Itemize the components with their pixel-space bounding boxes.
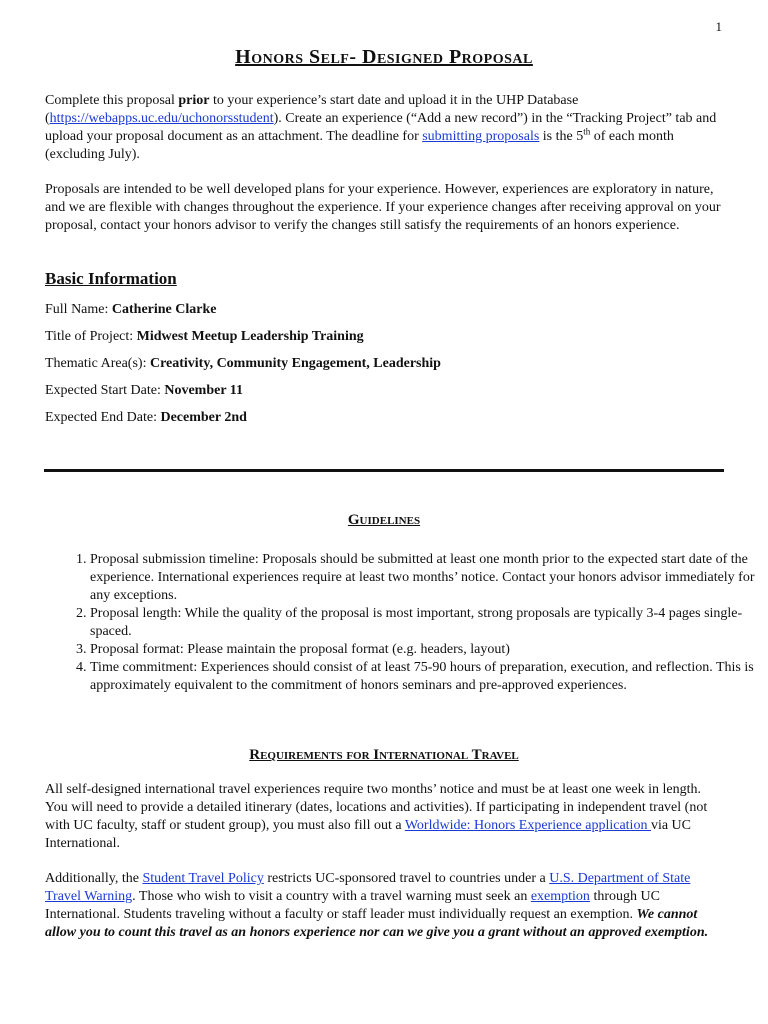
guideline-item: 2. Proposal length: While the quality of the proposal is most important, strong proposals are typically 3-4 pages single-spaced. (90, 605, 760, 641)
state-travel-warning-link[interactable]: U.S. Department of State Travel Warning (45, 871, 691, 904)
guidelines-list (45, 551, 760, 695)
field-value: December 2nd (160, 410, 247, 425)
international-travel-heading: Requirements for International Travel (249, 747, 519, 763)
field-full-name (45, 301, 216, 319)
field-value: November 11 (164, 383, 244, 398)
basic-information-heading: Basic Information (45, 269, 177, 288)
guideline-item: 3. Proposal format: Please maintain the proposal format (e.g. headers, layout) (90, 641, 760, 659)
field-thematic-areas (45, 355, 441, 373)
field-value: Catherine Clarke (111, 302, 217, 317)
body-text: . Those who wish to visit a country with a travel warning must seek an (132, 889, 531, 904)
page-title: Honors Self- Designed Proposal (235, 46, 533, 68)
guideline-item: 4. Time commitment: Experiences should consist of at least 75-90 hours of preparation, execution, and reflection. This is approximately equivalent to the commitment of honors seminars and pre-approved experiences. (90, 659, 760, 695)
intro-text: ). Create an experience (“Add a new record”) in the “Tracking Project” tab and upload your proposal document as an attachment. The deadline for (45, 111, 717, 144)
field-label: Expected End Date: (45, 410, 161, 425)
intro-text: Complete this proposal (45, 93, 179, 108)
body-text: Additionally, the (45, 871, 143, 886)
field-label: Full Name: (45, 302, 112, 317)
intro-text: is the 5 (539, 129, 584, 144)
exemption-link[interactable]: exemption (530, 889, 590, 904)
field-label: Thematic Area(s): (45, 356, 150, 371)
body-text: restricts UC-sponsored travel to countries under a (263, 871, 550, 886)
intro-bold-prior: prior (178, 93, 210, 108)
exemption-warning: We cannot allow you to count this travel as an honors experience nor can we give you a grant without an approved exemption. (45, 907, 709, 940)
student-travel-policy-link[interactable]: Student Travel Policy (142, 871, 264, 886)
field-start-date (45, 382, 243, 400)
body-text: through UC International. Students traveling without a faculty or staff leader must individually request an exemption. (45, 889, 660, 922)
field-project-title (45, 328, 364, 346)
intro-paragraph-1 (45, 92, 725, 164)
intro-paragraph-2: Proposals are intended to be well developed plans for your experience. However, experiences are exploratory in nature, and we are flexible with changes throughout the experience. If your experience changes after receiving approval on your proposal, contact your honors advisor to verify the changes still satisfy the requirements of an honors experience. (45, 182, 721, 233)
intro-text: of each month (excluding July). (45, 129, 674, 162)
guidelines-heading: Guidelines (347, 512, 421, 528)
intro-text: to your experience’s start date and upload it in the UHP Database ( (45, 93, 579, 126)
field-value: Midwest Meetup Leadership Training (136, 329, 364, 344)
ordinal-superscript: th (583, 126, 591, 137)
worldwide-honors-application-link[interactable]: Worldwide: Honors Experience application (404, 818, 651, 833)
submitting-proposals-link[interactable]: submitting proposals (422, 129, 540, 144)
international-paragraph-2 (45, 870, 725, 942)
field-end-date (45, 409, 247, 427)
guideline-item: 1. Proposal submission timeline: Proposals should be submitted at least one month prior to the expected start date of the experience. International experiences require at least two months’ notice. Contact your honors advisor immediately for any exceptions. (90, 551, 760, 605)
body-text: All self-designed international travel experiences require two months’ notice and must be at least one week in length. You will need to provide a detailed itinerary (dates, locations and activities). If participating in independent travel (not with UC faculty, staff or student group), you must also fill out a (45, 782, 708, 833)
field-label: Title of Project: (45, 329, 137, 344)
field-label: Expected Start Date: (45, 383, 165, 398)
page-number: 1 (715, 19, 722, 34)
international-paragraph-1 (45, 781, 725, 853)
body-text: via UC International. (45, 818, 692, 851)
uhp-database-link[interactable]: https://webapps.uc.edu/uchonorsstudent (49, 111, 274, 126)
section-divider (44, 469, 724, 472)
field-value: Creativity, Community Engagement, Leadership (149, 356, 441, 371)
